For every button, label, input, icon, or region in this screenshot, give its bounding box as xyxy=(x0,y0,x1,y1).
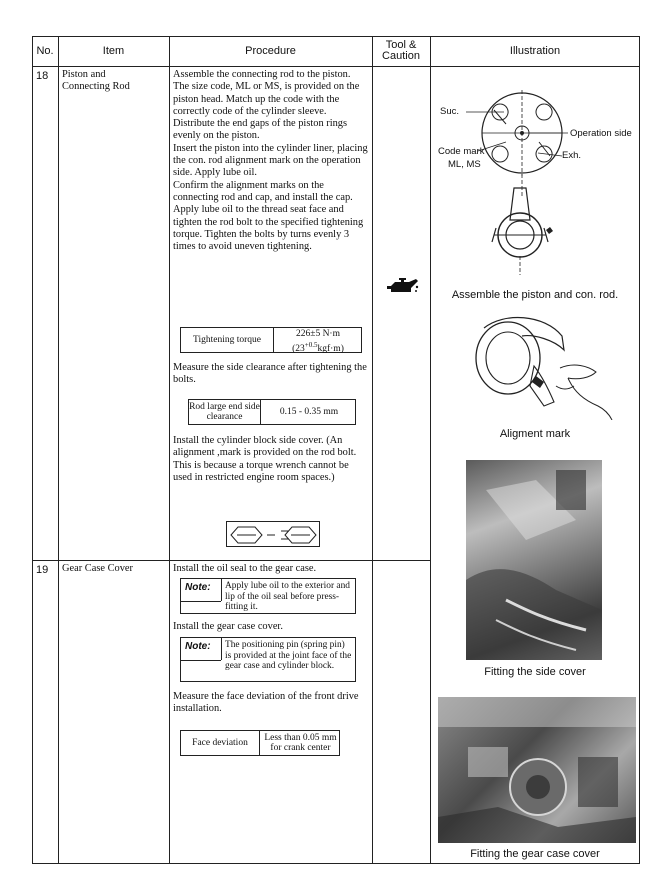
photo-side-cover xyxy=(466,460,602,660)
header-illustration: Illustration xyxy=(509,44,561,57)
procedure-paragraph: Distribute the end gaps of the piston rings evenly on the piston. xyxy=(173,118,348,142)
bolt-hex-symbol-icon xyxy=(227,522,321,548)
note-box xyxy=(180,637,356,682)
procedure-paragraph: Insert the piston into the cylinder liner, placing the con. rod alignment mark on the operation side. Apply lube oil. xyxy=(173,142,368,179)
note-divider xyxy=(221,638,222,660)
face-deviation-value: Less than 0.05 mm for crank center xyxy=(264,733,337,753)
face-deviation-box xyxy=(180,730,340,756)
note-divider xyxy=(221,579,222,601)
note-label: Note: xyxy=(185,641,211,652)
procedure-text xyxy=(173,69,369,253)
column-divider xyxy=(372,36,373,864)
header-item: Item xyxy=(102,44,125,57)
label-exh: Exh. xyxy=(562,150,582,161)
header-procedure: Procedure xyxy=(245,44,296,57)
alignment-mark-sketch xyxy=(464,306,614,420)
header-no: No. xyxy=(36,44,54,57)
caption-piston: Assemble the piston and con. rod. xyxy=(451,289,619,301)
header-divider xyxy=(32,66,640,67)
row-number: 19 xyxy=(36,564,49,576)
row-item: Piston and Connecting Rod xyxy=(62,69,130,93)
note-label: Note: xyxy=(185,582,211,593)
measure-text: Measure the side clearance after tightening the bolts. xyxy=(173,362,367,386)
procedure-paragraph: Assemble the connecting rod to the piston. The size code, ML or MS, is provided on the piston head. Match up the code with the correctly code of the cylinder sleeve. xyxy=(173,69,360,117)
clearance-value: 0.15 - 0.35 mm xyxy=(279,407,339,417)
clearance-label: Rod large end side clearance xyxy=(189,402,260,422)
label-code-mark: Code mark xyxy=(438,146,485,157)
row-item: Gear Case Cover xyxy=(62,563,133,574)
label-ml-ms: ML, MS xyxy=(448,159,481,170)
note-text: The positioning pin (spring pin) is provided at the joint face of the gear case and cylinder block. xyxy=(225,640,352,672)
label-operation-side: Operation side xyxy=(570,128,632,139)
column-divider xyxy=(430,36,431,864)
torque-kgf: $(23^{+0.5}kgf\cdot m)$ xyxy=(292,341,344,355)
clearance-spec-box xyxy=(188,399,356,425)
torque-label: Tightening torque xyxy=(181,328,274,352)
torque-nm: 226±5 N·m xyxy=(295,329,340,339)
header-tool-caution: Tool & Caution xyxy=(382,39,420,62)
torque-spec-box xyxy=(180,327,362,353)
piston-conrod-diagram xyxy=(434,70,638,285)
label-suc: Suc. xyxy=(440,106,460,117)
photo-gear-case-cover xyxy=(438,697,636,843)
column-divider xyxy=(58,36,59,864)
install-seal-text: Install the oil seal to the gear case. xyxy=(173,563,317,574)
row-number: 18 xyxy=(36,70,49,82)
torque-value xyxy=(275,329,361,355)
alignment-mark-symbol xyxy=(226,521,320,547)
face-deviation-label: Face deviation xyxy=(181,731,260,755)
caption-gear-case: Fitting the gear case cover xyxy=(470,848,600,860)
note-divider xyxy=(181,660,221,661)
column-divider xyxy=(169,36,170,864)
caption-alignment: Aligment mark xyxy=(499,428,571,440)
note-divider xyxy=(181,601,221,602)
side-cover-text: Install the cylinder block side cover. (An alignment ,mark is provided on the rod bolt. This is because a torque wrench cannot be used in restricted engine room spaces.) xyxy=(173,435,357,483)
note-text: Apply lube oil to the exterior and lip of the oil seal before press-fitting it. xyxy=(225,581,350,613)
procedure-paragraph: Confirm the alignment marks on the connecting rod and cap, and install the cap. Apply lube oil to the thread seat face and tighten the rod bolt to the specified tightening torque. Tighten the bolts by turns evenly 3 times to avoid uneven tightening. xyxy=(173,179,364,253)
oil-can-icon xyxy=(385,275,419,295)
caption-side-cover: Fitting the side cover xyxy=(484,666,586,678)
note-box xyxy=(180,578,356,614)
install-cover-text: Install the gear case cover. xyxy=(173,621,283,632)
row-divider xyxy=(32,560,430,561)
measure-face-text: Measure the face deviation of the front drive installation. xyxy=(173,691,359,715)
